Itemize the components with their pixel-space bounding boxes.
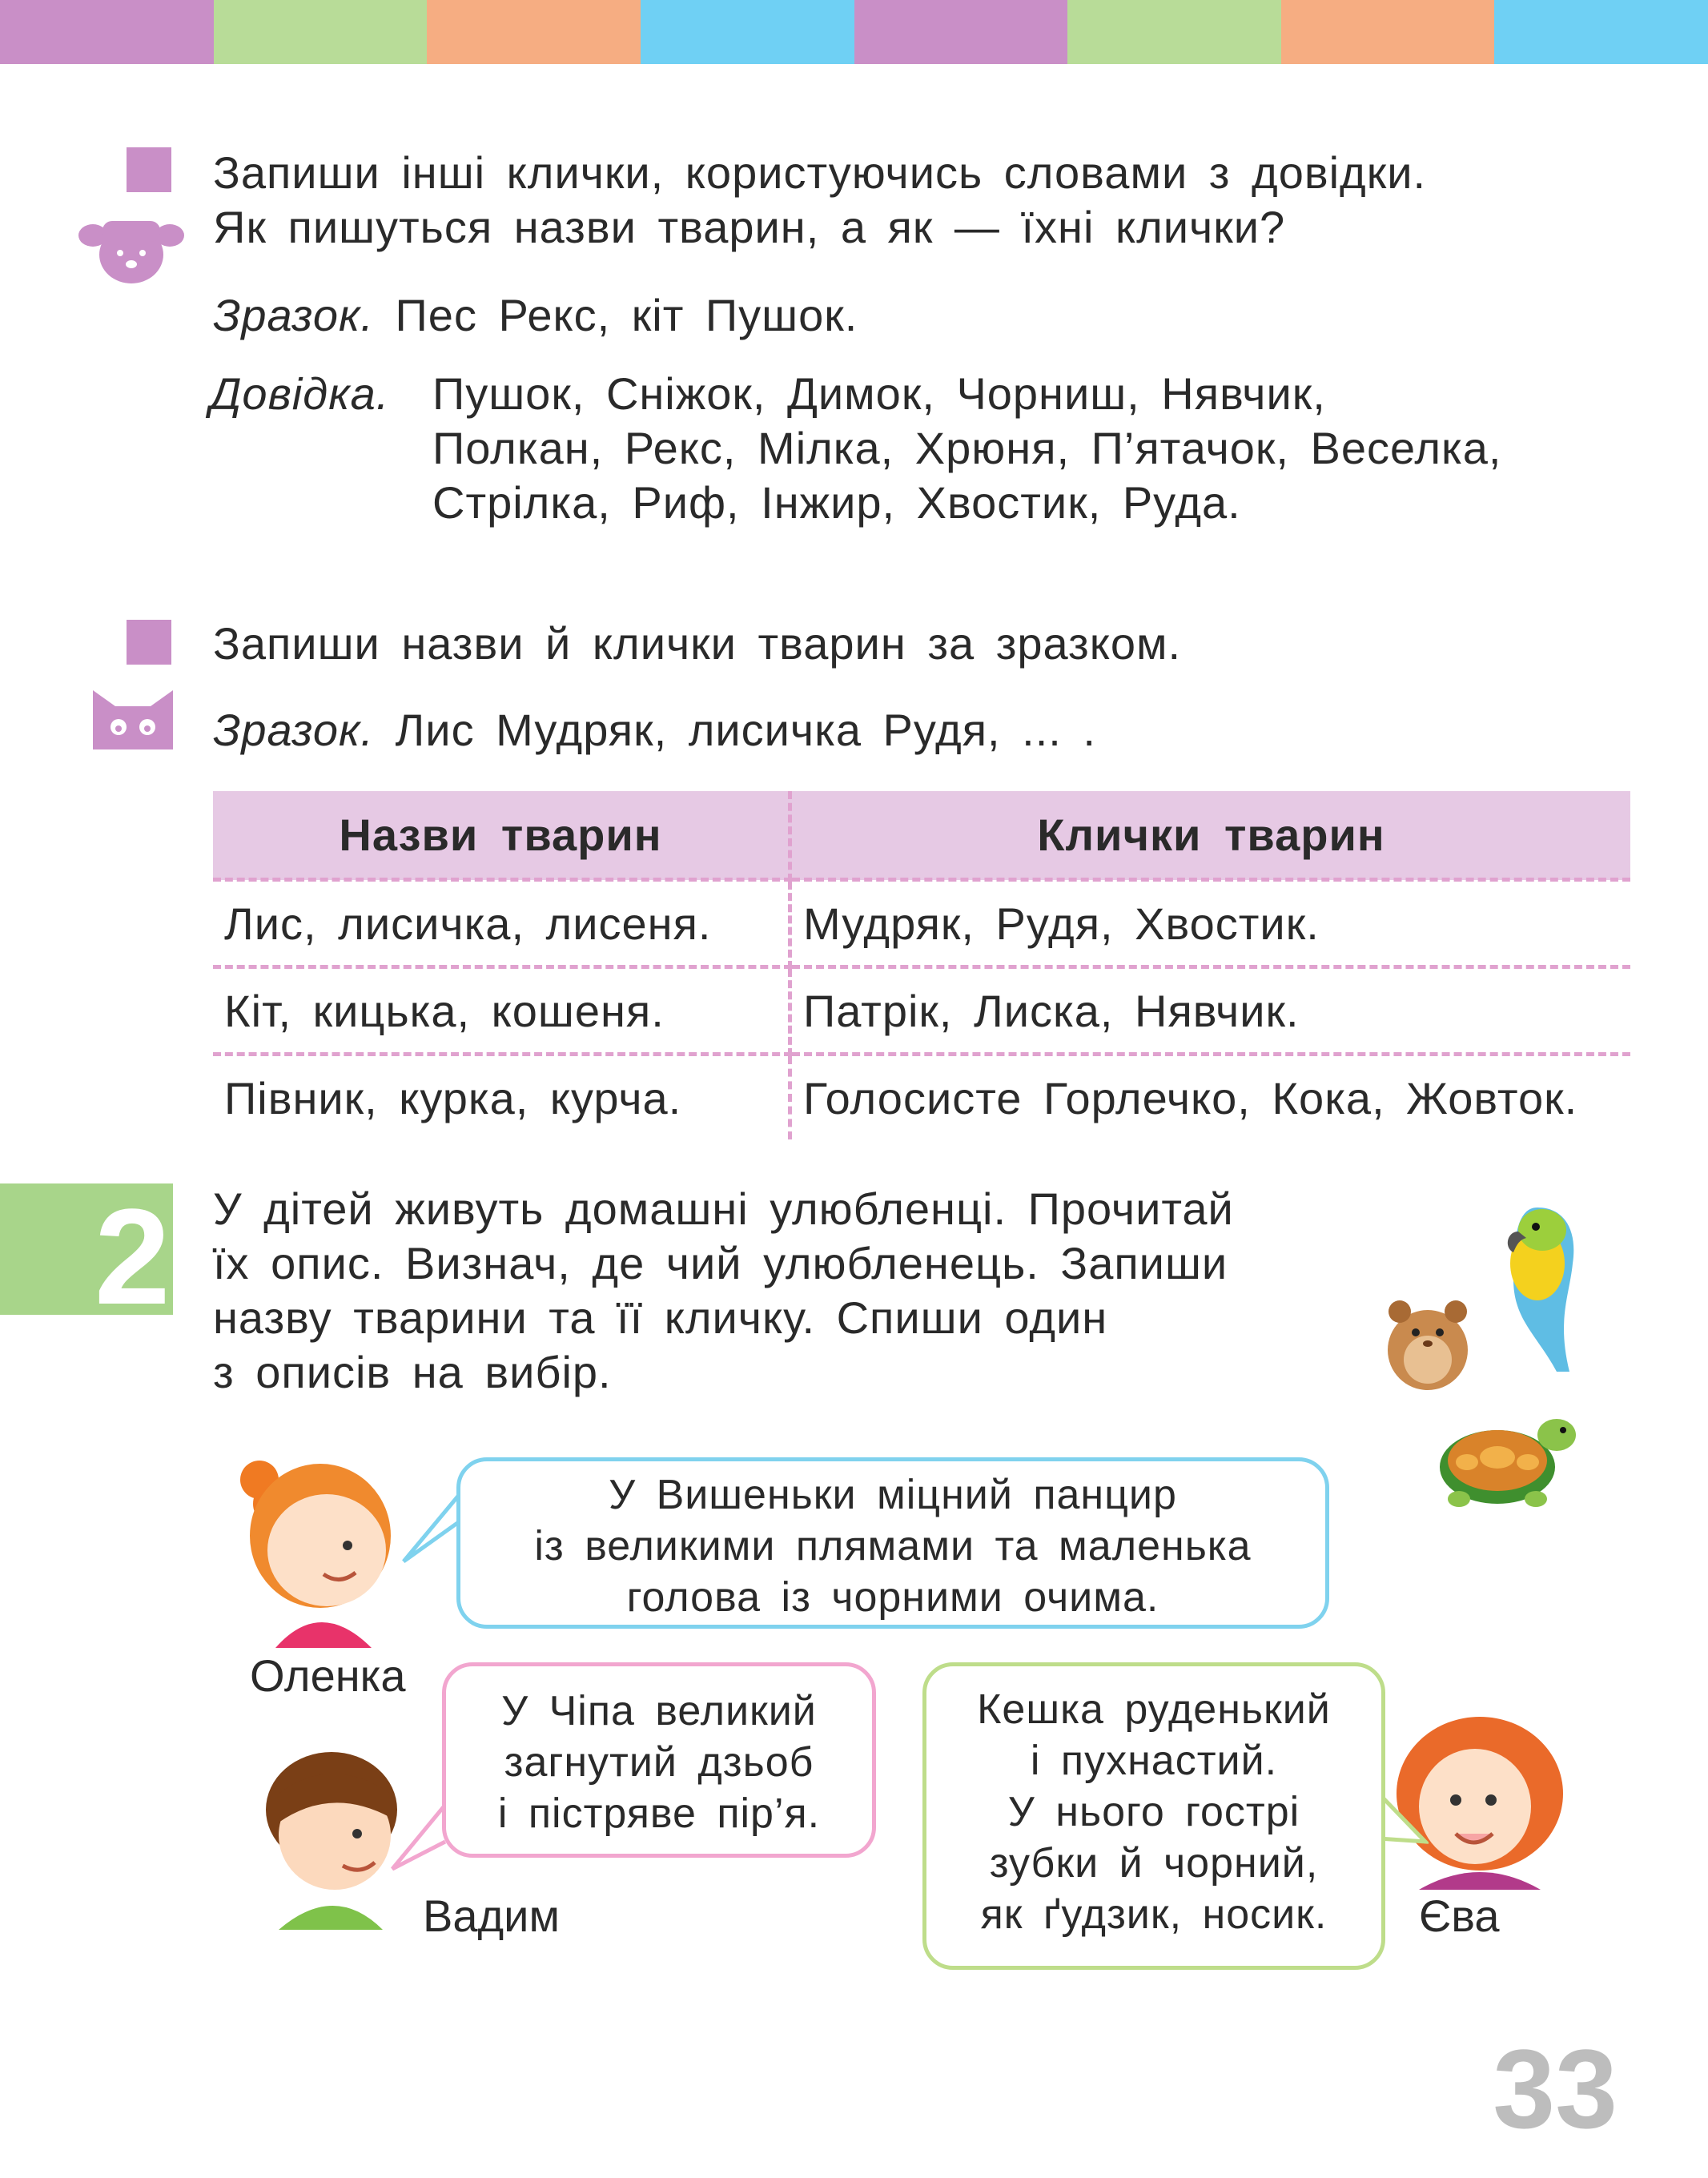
reference-label: Довідка. (210, 368, 390, 419)
olenka-speech-bubble (456, 1457, 1329, 1629)
task-b-sample (213, 703, 1096, 757)
top-color-stripe (0, 0, 1708, 64)
stripe-segment (1067, 0, 1281, 64)
table-cell: Патрік, Лиска, Нявчик. (790, 967, 1631, 1055)
exercise2-line2: їх опис. Визнач, де чий улюбленець. Запиши (213, 1238, 1228, 1288)
bubble-line: і пухнастий. (1030, 1738, 1278, 1784)
bubble-line: і пістряве пір’я. (497, 1790, 821, 1837)
bubble-line: Кешка руденький (977, 1686, 1331, 1733)
olenka-name: Оленка (250, 1650, 406, 1701)
table-cell: Голосисте Горлечко, Кока, Жовток. (803, 1072, 1578, 1123)
sample-text: Лис Мудряк, лисичка Рудя, ... . (395, 705, 1096, 755)
task-a-sample (213, 288, 858, 343)
stripe-segment (641, 0, 854, 64)
task-b-instruction: Запиши назви й клички тварин за зразком. (213, 618, 1182, 669)
bubble-line: загнутий дзьоб (504, 1739, 814, 1786)
bubble-line: У Чіпа великий (501, 1688, 817, 1734)
bubble-line: У нього гострі (1007, 1789, 1300, 1835)
hamster-illustration (1384, 1280, 1472, 1392)
table-header-row (213, 791, 1630, 880)
task-marker-square (127, 147, 171, 192)
task-marker-square (127, 620, 171, 665)
table-cell: Кіт, кицька, кошеня. (213, 967, 790, 1055)
bubble-line: із великими плямами та маленька (534, 1523, 1252, 1569)
olenka-portrait (227, 1456, 404, 1648)
cat-icon (88, 685, 178, 749)
table-row (213, 967, 1630, 1055)
table-cell: Лис, лисичка, лисеня. (213, 880, 790, 967)
exercise2-line4: з описів на вибір. (213, 1347, 612, 1397)
stripe-segment (214, 0, 428, 64)
sample-text: Пес Рекс, кіт Пушок. (395, 290, 858, 340)
table-header-pet-names: Клички тварин (790, 791, 1631, 880)
vadym-name: Вадим (423, 1891, 560, 1941)
stripe-segment (1494, 0, 1708, 64)
page-number: 33 (1493, 2026, 1618, 2152)
bubble-line: У Вишеньки міцний панцир (609, 1472, 1177, 1518)
vadym-speech-bubble (442, 1662, 876, 1858)
bubble-tail (389, 1802, 450, 1874)
sample-label: Зразок. (213, 290, 374, 340)
bubble-line: зубки й чорний, (989, 1840, 1319, 1887)
bubble-line: голова із чорними очима. (626, 1574, 1159, 1621)
stripe-segment (427, 0, 641, 64)
eva-name: Єва (1419, 1891, 1500, 1941)
table-cell: Півник, курка, курча. (213, 1055, 790, 1140)
exercise-number-box (0, 1181, 173, 1333)
reference-line3: Стрілка, Риф, Інжир, Хвостик, Руда. (432, 477, 1241, 528)
exercise-number: 2 (94, 1181, 171, 1333)
dog-icon (78, 215, 184, 287)
table-row (213, 880, 1630, 967)
bubble-line: як ґудзик, носик. (980, 1891, 1328, 1938)
table-cell: Мудряк, Рудя, Хвостик. (790, 880, 1631, 967)
stripe-segment (0, 0, 214, 64)
turtle-illustration (1435, 1409, 1579, 1513)
exercise2-line1: У дітей живуть домашні улюбленці. Прочитай (213, 1183, 1234, 1234)
task-a-instruction-line1: Запиши інші клички, користуючись словами з довідки. (213, 147, 1427, 198)
reference-line2: Полкан, Рекс, Мілка, Хрюня, П’ятачок, Веселка, (432, 423, 1502, 473)
parrot-illustration (1489, 1200, 1585, 1376)
vadym-portrait (255, 1746, 407, 1930)
eva-speech-bubble (922, 1662, 1385, 1970)
task-a-instruction-line2: Як пишуться назви тварин, а як — їхні клички? (213, 202, 1286, 252)
animal-names-table (213, 791, 1630, 1139)
exercise2-line3: назву тварини та її кличку. Спиши один (213, 1292, 1108, 1343)
bubble-tail (400, 1489, 464, 1577)
sample-label: Зразок. (213, 705, 374, 755)
stripe-segment (854, 0, 1068, 64)
stripe-segment (1281, 0, 1495, 64)
table-header-animal-names: Назви тварин (213, 791, 790, 880)
table-row (213, 1055, 1630, 1140)
reference-line1: Пушок, Сніжок, Димок, Чорниш, Нявчик, (432, 368, 1326, 419)
